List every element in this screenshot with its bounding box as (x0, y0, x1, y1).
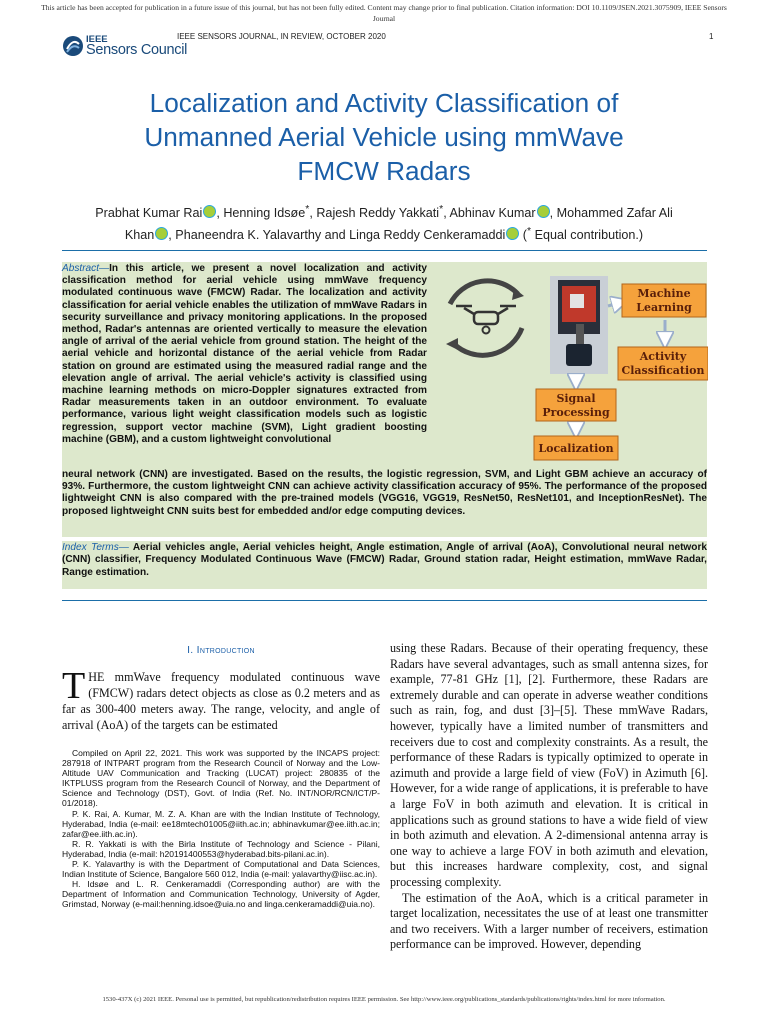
paragraph: The estimation of the AoA, which is a critical parameter in target localization, necessitates the use of at least one transmitter and two receivers. With a larger number of receivers, estimation performance can be improved. However, depending (390, 890, 708, 952)
intro-right-column (390, 641, 708, 953)
svg-text:Processing: Processing (542, 406, 610, 419)
footnote: H. Idsøe and L. R. Cenkeramaddi (Corresponding author) are with the Department of Information and Communication Technology, University of Agder, Grimstad, Norway (e-mail:henning.idsoe@uia.no and linga.cenkeramaddi@uia.no). (62, 879, 380, 910)
graphical-abstract-figure (432, 266, 708, 466)
footnote: R. R. Yakkati is with the Birla Institute of Technology and Science - Pilani, Hyderabad, India (e-mail: h20191400553@hyderabad.bits-pilani.ac.in). (62, 838, 380, 859)
author-rai: Prabhat Kumar Rai (95, 206, 203, 221)
svg-text:Activity: Activity (639, 350, 687, 363)
footnote: P. K. Yalavarthy is with the Department of Computational and Data Sciences, Indian Institute of Science, Bangalore 560 012, India (e-mail: yalavarthy@iisc.ac.in). (62, 859, 380, 880)
page-number: 1 (709, 32, 714, 41)
equal-note-open: ( (519, 228, 527, 243)
abstract-narrow (62, 263, 427, 446)
author-kumar: , Abhinav Kumar (443, 206, 536, 221)
footnotes (62, 748, 380, 910)
divider-bottom (62, 600, 707, 601)
logo-council-text: Sensors Council (86, 42, 188, 58)
abstract-label: Abstract— (62, 263, 110, 274)
equal-contribution-mark: * (305, 203, 310, 215)
equal-contribution-mark: * (439, 203, 444, 215)
intro-left-text: mmWave frequency modulated continuous wave (FMCW) radars detect objects as close as 0.2 meters and as far as 300-400 meters away. The range, velocity, and angle of arrival (AoA) of the targets can be estimated (62, 670, 380, 733)
author-list (64, 200, 704, 244)
intro-left-column (62, 665, 380, 733)
index-terms-text: Aerial vehicles angle, Aerial vehicles height, Angle estimation, Angle of arrival (AoA), Convolutional neural network (CNN) classifier, Frequency Modulated Continuous Wave (FMCW) Radar, Ground station radar, Height estimation, mmWave Radar, Range estimation. (62, 542, 707, 578)
svg-text:Learning: Learning (636, 301, 692, 314)
activity-classification-box (618, 347, 708, 380)
accepted-banner (0, 2, 768, 24)
section-title: Introduction (196, 645, 255, 656)
footnote: Compiled on April 22, 2021. This work was supported by the INCAPS project: 287918 of INTPART program from the Research Council of Norway and the Low-Altitude UAV Communication and Tracking (LUCAT) project: 280835 of the IKTPLUSS program from the Research Council of Norway, and the Department of Science and Technology (DST), Govt. of India (Ref. No. INT/NOR/RCN/ICT/P-01/2018). (62, 748, 380, 809)
section-number: I. (187, 645, 194, 656)
copyright-footer: 1530-437X (c) 2021 IEEE. Personal use is permitted, but republication/redistribution requires IEEE permission. See http://www.ieee.org/publications_standards/publications/rights/index.html for more information. (102, 996, 666, 1003)
svg-text:Classification: Classification (621, 364, 705, 377)
equal-contribution-mark: * (527, 225, 532, 238)
orcid-icon[interactable] (203, 205, 216, 218)
banner-line-2: Journal (372, 14, 396, 23)
author-idsoe: , Henning Idsøe (216, 206, 306, 221)
orcid-icon[interactable] (537, 205, 550, 218)
index-terms-label: Index Terms— (62, 542, 129, 553)
signal-processing-box (536, 389, 616, 421)
drop-cap: T (62, 665, 86, 707)
section-heading (62, 645, 380, 656)
orcid-icon[interactable] (155, 227, 168, 240)
title-line-2: Unmanned Aerial Vehicle using mmWave (144, 122, 624, 152)
title-line-3: FMCW Radars (297, 156, 471, 186)
sensors-council-logo (62, 33, 188, 59)
svg-text:Localization: Localization (538, 442, 614, 455)
sensors-council-mark-icon (62, 35, 84, 57)
banner-line-1: This article has been accepted for publication in a future issue of this journal, but has not been fully edited. Content may change prior to final publication. Citation information: DOI 10.1109/JSEN.2021.3075909, IEEE Sensors (41, 3, 727, 12)
abstract-text-narrow: In this article, we present a novel localization and activity classification method for aerial vehicle using mmWave frequency modulated continuous wave (FMCW) Radar. The localization and activity classification for aerial vehicle enables the utilization of mmWave Radars in security surveillance and privacy monitoring applications. In the proposed method, Radar's antennas are oriented vertically to measure the elevation angle of arrival of the aerial vehicle from ground station. The height of the aerial vehicle and horizontal distance of the aerial vehicle from Radar station on ground are estimated using the measured radial range and the elevation angle of arrival. The aerial vehicle's activity is classified using machine learning methods on micro-Doppler signatures extracted from Radar measurements taken in an outdoor environment. To evaluate performance, various light weight classification models such as logistic regression, support vector machine (SVM), Light gradient boosting machine (GBM), and a custom lightweight convolutional (62, 263, 427, 445)
equal-note-text: Equal contribution.) (531, 228, 644, 243)
drone-cycle-icon (446, 281, 524, 355)
author-khan-end: Khan (124, 228, 155, 243)
title-line-1: Localization and Activity Classification of (149, 88, 619, 118)
svg-text:Machine: Machine (637, 287, 691, 300)
orcid-icon[interactable] (506, 227, 519, 240)
localization-box (534, 436, 618, 460)
index-terms (62, 542, 707, 579)
author-yakkati: , Rajesh Reddy Yakkati (309, 206, 440, 221)
radar-hardware-photo (550, 276, 608, 374)
svg-text:Signal: Signal (556, 392, 596, 405)
paper-title (60, 86, 708, 188)
logo-ieee-text: IEEE (86, 34, 108, 45)
machine-learning-box (622, 284, 706, 317)
divider-top (62, 250, 707, 251)
footnote: P. K. Rai, A. Kumar, M. Z. A. Khan are with the Indian Institute of Technology, Hyderabad, India (e-mail: ee18mtech01005@iith.ac.in; abhinavkumar@ee.iith.ac.in; zafar@ee.iith.ac.in). (62, 808, 380, 839)
paragraph: using these Radars. Because of their operating frequency, these Radars have several advantages, such as small antenna sizes, for example, 77-81 GHz [1], [2]. Furthermore, these Radars are extremely durable and can operate in adverse weather conditions such as rain, fog, and dust [3]–[5]. These mmWave Radars, however, typically have a limited number of transmitters and receivers due to cost and complexity constraints. As a result, the performance of these Radars is typically optimized to operate in azimuth and provide a large field of view (FoV) in Azimuth [6]. However, for a wide range of applications, it is preferable to have a large FoV in both azimuth and elevation. It is critical in applications such as ground stations to have a wide field of view in both azimuth and elevation. A 2-dimensional antenna array is one way to achieve a large FOV in both azimuth and elevation, but this increases hardware complexity, cost, and signal processing complexity. (390, 641, 708, 889)
author-yalavarthy-cenkeramaddi: , Phaneendra K. Yalavarthy and Linga Reddy Cenkeramaddi (168, 228, 506, 243)
lead-word: HE (88, 670, 105, 684)
author-khan-part: , Mohammed Zafar Ali (549, 206, 673, 221)
running-header: IEEE SENSORS JOURNAL, IN REVIEW, OCTOBER 2020 (177, 32, 386, 41)
abstract-text-wide: neural network (CNN) are investigated. Based on the results, the logistic regression, SVM, and Light GBM achieve an accuracy of 93%. Furthermore, the custom lightweight CNN can achieve activity classification accuracy of 95%. The performance of the proposed lightweight CNN is also compared with the pre-trained models (VGG16, VGG19, ResNet50, ResNet101, and InceptionResNet). The proposed lightweight CNN suits best for embedded and/or edge computing devices. (62, 469, 707, 517)
